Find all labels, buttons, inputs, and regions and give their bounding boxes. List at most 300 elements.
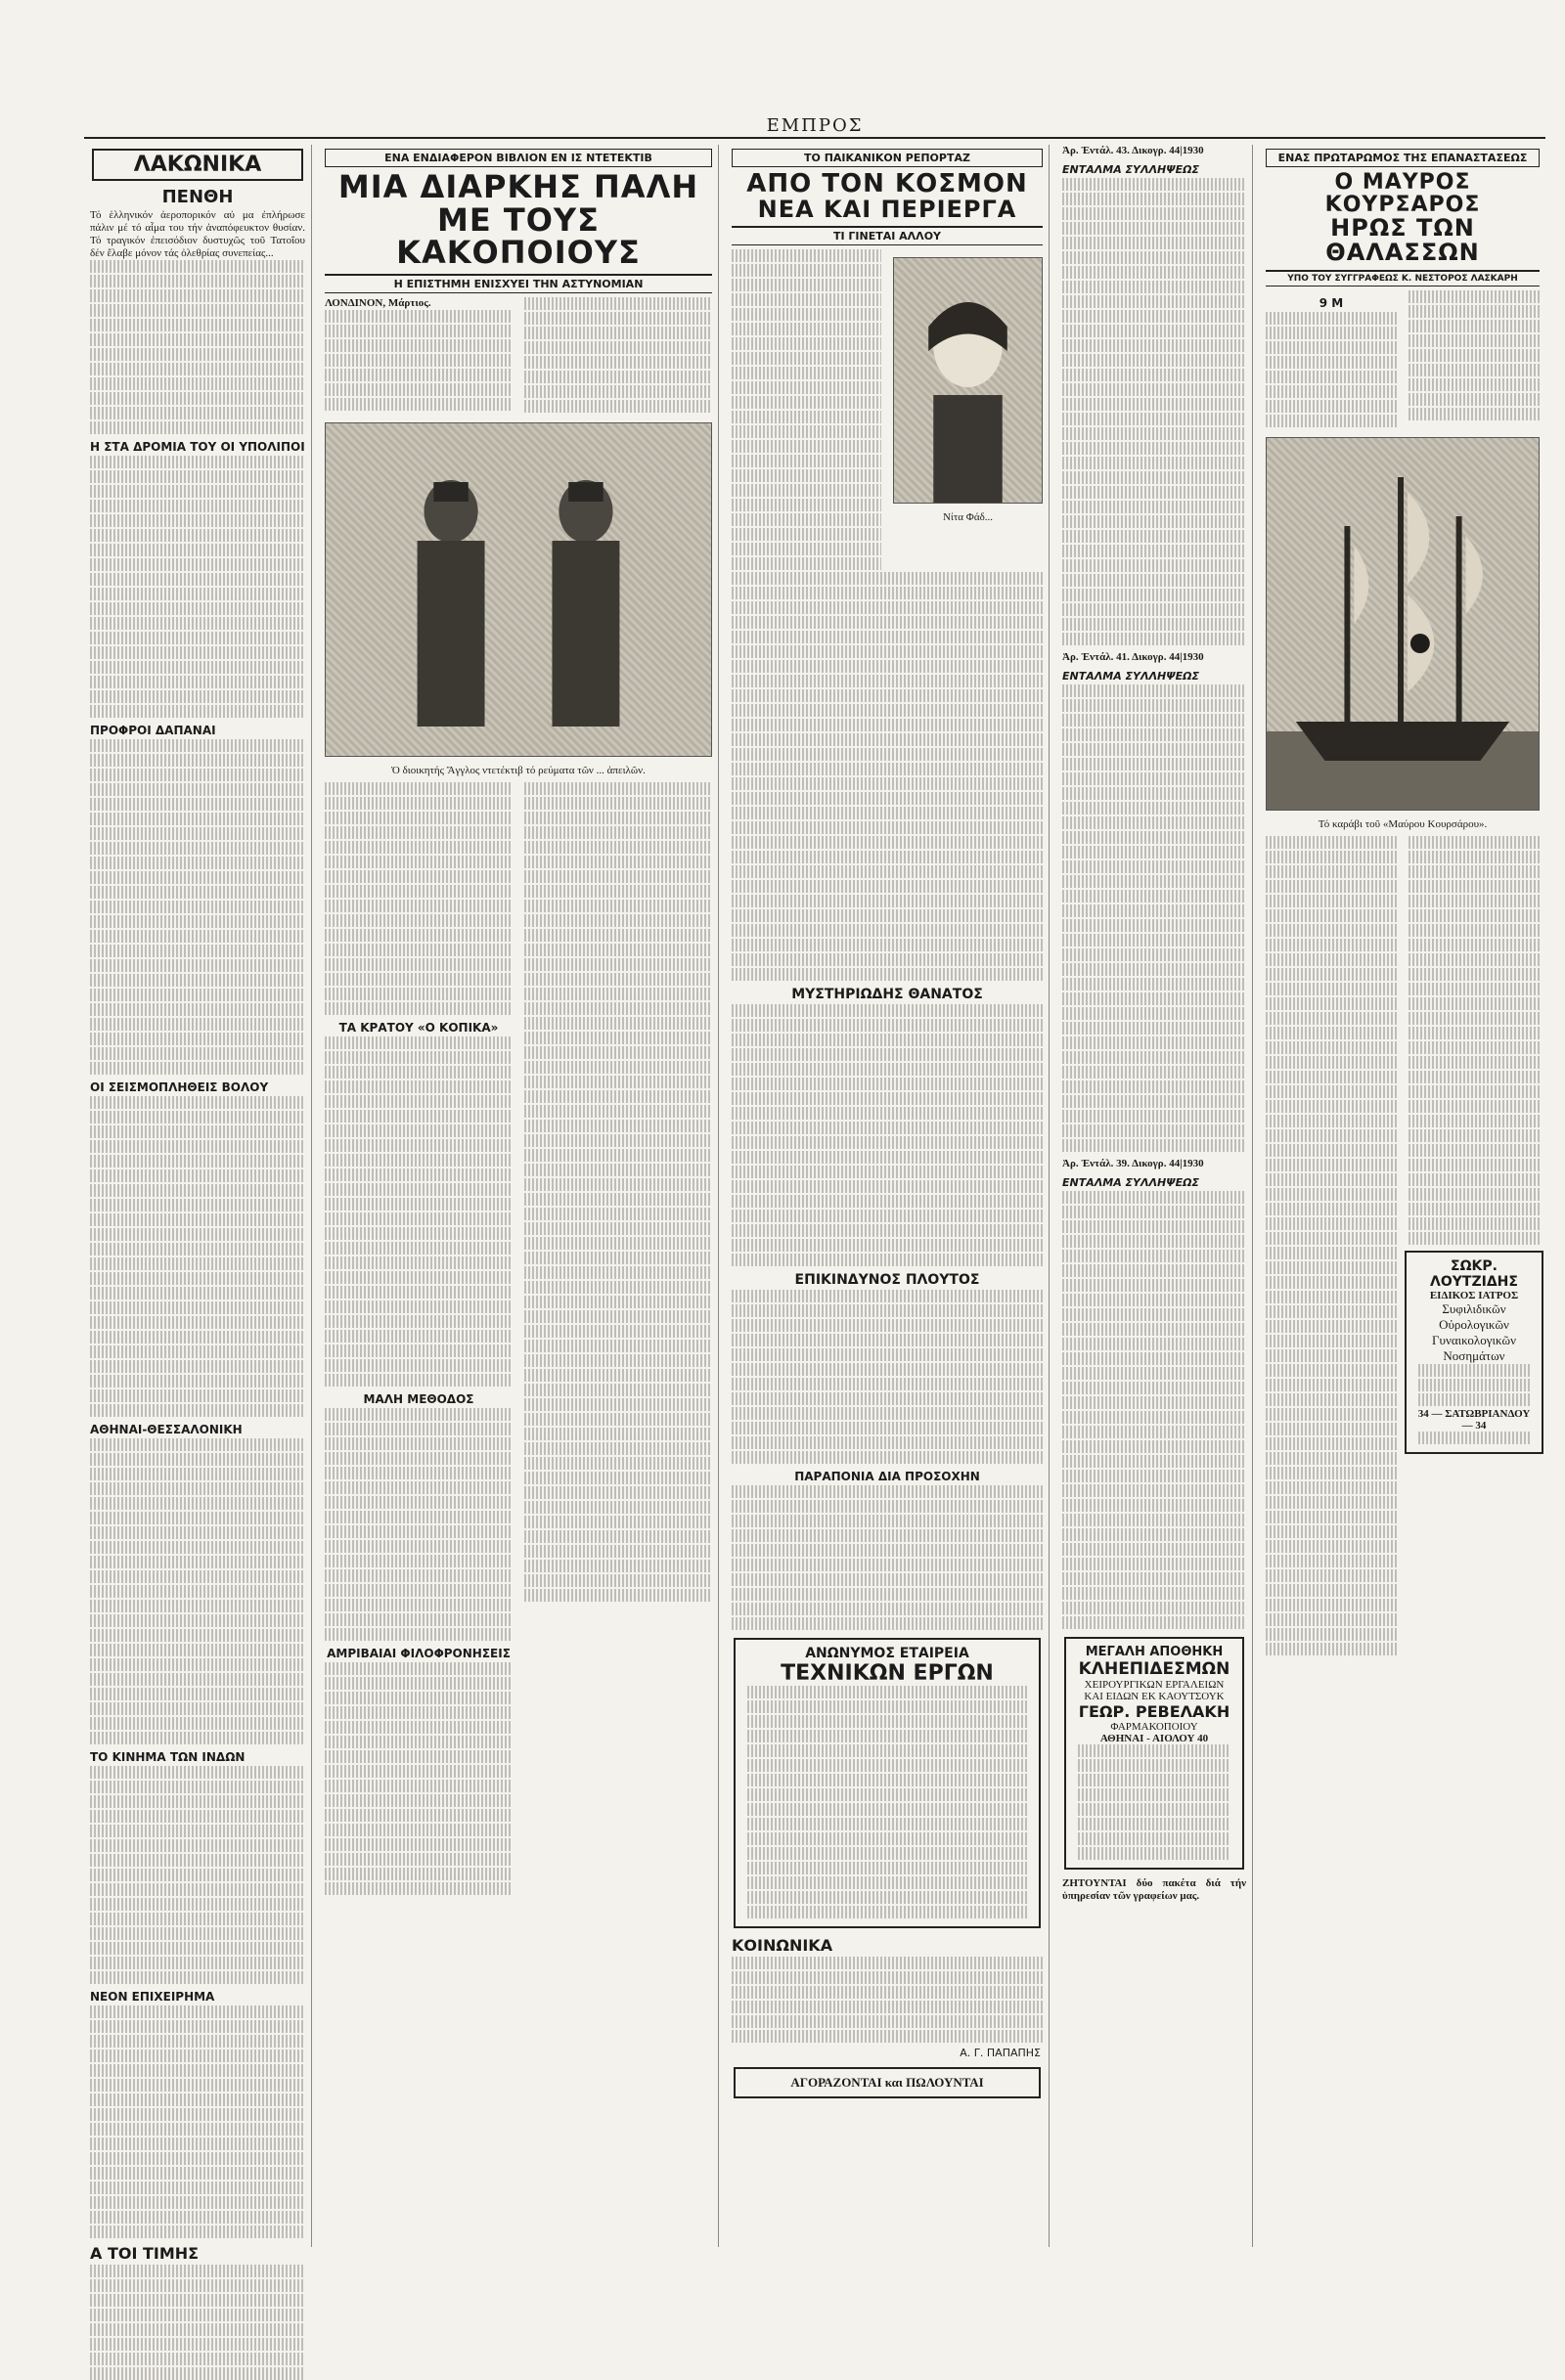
text-line (1062, 398, 1246, 411)
text-line (90, 421, 305, 434)
text-line (325, 1437, 513, 1450)
text-line (1062, 369, 1246, 381)
text-line (1266, 1203, 1397, 1215)
text-line (90, 1047, 305, 1060)
text-line (1062, 1470, 1246, 1482)
text-line (90, 1184, 305, 1197)
text-line (524, 1472, 712, 1484)
text-line (90, 2152, 305, 2165)
text-line (325, 1242, 513, 1255)
text-line (325, 841, 513, 854)
text-line (90, 2064, 305, 2077)
headline-8: Α ΤΟΙ ΤΙΜΗΣ (90, 2244, 200, 2263)
text-line (1078, 1803, 1230, 1816)
text-line (732, 1151, 1043, 1164)
text-line (90, 1781, 305, 1793)
text-line (732, 1378, 1043, 1390)
text-line (1062, 178, 1246, 191)
text-line (1408, 851, 1540, 863)
text-line (90, 1003, 305, 1016)
text-line (90, 1287, 305, 1300)
text-line (747, 1759, 1027, 1772)
text-line (90, 769, 305, 781)
text-line (1062, 207, 1246, 220)
dateline: ΛΟΝΔΙΝΟΝ, Μάρτιος. (325, 296, 431, 309)
text-line (747, 1744, 1027, 1757)
text-line (325, 1882, 513, 1895)
text-line (732, 455, 881, 467)
notice-2-title: ΕΝΤΑΛΜΑ ΣΥΛΛΗΨΕΩΣ (1062, 670, 1199, 683)
column-lakonika (84, 145, 312, 2263)
sub-3: ΑΜΡΙΒΑΙΑΙ ΦΙΛΟΦΡΟΝΗΣΕΙΣ (327, 1646, 511, 1660)
ad-line-6: ΦΑΡΜΑΚΟΠΟΙΟΥ (1110, 1721, 1198, 1733)
doctor-ad (1405, 1251, 1543, 1454)
text-line (1408, 1027, 1540, 1039)
text-line (1062, 816, 1246, 829)
text-line (90, 485, 305, 498)
text-line (90, 1957, 305, 1969)
text-line (524, 1398, 712, 1411)
text-line (90, 915, 305, 928)
headline-6: ΤΟ ΚΙΝΗΜΑ ΤΩΝ ΙΝΔΩΝ (90, 1750, 246, 1764)
text-line (732, 836, 1043, 849)
text-line (1266, 1071, 1397, 1083)
text-line (1062, 589, 1246, 601)
text-line (732, 1348, 1043, 1361)
text-line (524, 1164, 712, 1176)
text-line (90, 1199, 305, 1212)
text-line (325, 369, 513, 381)
text-line (90, 1213, 305, 1226)
text-line (524, 885, 712, 898)
text-line (732, 1515, 1043, 1527)
text-line (90, 1839, 305, 1852)
text-line (1408, 895, 1540, 907)
text-line (325, 914, 513, 927)
text-line (90, 1702, 305, 1715)
text-line (325, 988, 513, 1000)
text-line (524, 944, 712, 956)
text-line (524, 312, 712, 325)
text-line (1062, 1528, 1246, 1541)
text-line (1062, 457, 1246, 469)
text-line (732, 1957, 1043, 1969)
text-line (524, 356, 712, 369)
text-line (90, 1732, 305, 1744)
sub-1: ΜΥΣΤΗΡΙΩΔΗΣ ΘΑΝΑΤΟΣ (791, 987, 983, 1003)
text-line (1062, 1323, 1246, 1336)
text-line (732, 1363, 1043, 1376)
text-line (90, 2108, 305, 2121)
text-line (1062, 603, 1246, 616)
text-line (1266, 415, 1397, 427)
text-line (524, 1017, 712, 1030)
text-line (524, 1442, 712, 1455)
text-line (1062, 1220, 1246, 1233)
text-line (90, 602, 305, 615)
text-line (732, 484, 881, 497)
text-line (90, 2367, 305, 2380)
sub-2: ΜΑΛΗ ΜΕΘΟΔΟΣ (363, 1391, 474, 1406)
text-line (1408, 939, 1540, 951)
text-line (1062, 1080, 1246, 1093)
text-line (524, 1281, 712, 1294)
text-line (1266, 865, 1397, 878)
text-line (1062, 963, 1246, 976)
text-line (325, 782, 513, 795)
doctor-name: ΣΩΚΡ. ΛΟΥΤΖΙΔΗΣ (1430, 1257, 1518, 1290)
text-line (90, 1717, 305, 1730)
text-line (747, 1803, 1027, 1816)
text-line (90, 632, 305, 644)
text-line (524, 1002, 712, 1015)
text-line (1408, 334, 1540, 347)
text-line (1408, 953, 1540, 966)
text-line (1062, 574, 1246, 587)
text-line (325, 856, 513, 868)
text-line (1078, 1818, 1230, 1830)
text-line (1266, 1481, 1397, 1494)
text-line (90, 798, 305, 811)
text-line (732, 1078, 1043, 1090)
kicker: ΕΝΑ ΕΝΔΙΑΦΕΡΟΝ ΒΙΒΛΙΟΝ ΕΝ ΙΣ ΝΤΕΤΕΚΤΙΒ (325, 149, 712, 167)
text-line (1266, 1232, 1397, 1245)
text-line (1062, 545, 1246, 557)
text-line (1062, 1440, 1246, 1453)
text-line (90, 1570, 305, 1583)
pharmacy-ad (1064, 1637, 1244, 1870)
text-line (90, 377, 305, 390)
company-ad (734, 1638, 1041, 1928)
text-line (732, 528, 881, 541)
text-line (1266, 1115, 1397, 1127)
headline-corsair (1266, 149, 1540, 286)
text-line (90, 1927, 305, 1940)
text-line (325, 1315, 513, 1328)
ad-title-1: ΑΝΩΝΥΜΟΣ ΕΤΑΙΡΕΙΑ (805, 1646, 969, 1662)
text-line (325, 1525, 513, 1538)
text-line (1266, 1247, 1397, 1259)
text-line (732, 1304, 1043, 1317)
text-line (1062, 699, 1246, 712)
text-line (90, 705, 305, 718)
text-line (1062, 295, 1246, 308)
text-line (1062, 1235, 1246, 1248)
text-line (325, 1809, 513, 1822)
text-line (90, 2279, 305, 2292)
text-line (325, 1051, 513, 1064)
text-line (1266, 924, 1397, 937)
text-line (524, 327, 712, 339)
text-line (1062, 281, 1246, 293)
text-line (524, 341, 712, 354)
text-line (90, 470, 305, 483)
text-line (524, 1266, 712, 1279)
text-line (325, 1344, 513, 1357)
text-line (1062, 1250, 1246, 1262)
text-line (732, 1436, 1043, 1449)
text-line (325, 1212, 513, 1225)
text-line (732, 279, 881, 291)
text-line (524, 1530, 712, 1543)
text-line (732, 953, 1043, 966)
text-line (90, 456, 305, 468)
text-line (90, 348, 305, 361)
text-line (325, 1496, 513, 1509)
text-line (325, 398, 513, 411)
text-line (1266, 1012, 1397, 1025)
notice-1-title: ΕΝΤΑΛΜΑ ΣΥΛΛΗΨΕΩΣ (1062, 163, 1199, 176)
text-line (1062, 1352, 1246, 1365)
text-line (1266, 1335, 1397, 1347)
text-line (1266, 1085, 1397, 1098)
text-line (90, 1512, 305, 1524)
title-line-2: ΗΡΩΣ ΤΩΝ ΘΑΛΑΣΣΩΝ (1325, 214, 1480, 267)
text-line (1062, 266, 1246, 279)
text-line (90, 1541, 305, 1554)
text-line (524, 782, 712, 795)
text-line (1408, 1188, 1540, 1201)
text-line (90, 857, 305, 869)
text-line (90, 544, 305, 556)
text-line (732, 587, 1043, 599)
text-line (732, 1290, 1043, 1302)
text-line (1266, 1555, 1397, 1567)
text-line (325, 1110, 513, 1123)
text-line (732, 1166, 1043, 1178)
subtitle: ΤΙ ΓΙΝΕΤΑΙ ΑΛΛΟΥ (732, 226, 1043, 245)
text-line (90, 842, 305, 855)
text-line (1266, 997, 1397, 1010)
text-line (325, 973, 513, 986)
text-line (1418, 1364, 1530, 1377)
text-line (90, 1526, 305, 1539)
text-line (90, 754, 305, 767)
text-line (325, 1511, 513, 1523)
text-line (1062, 728, 1246, 741)
text-line (325, 1750, 513, 1763)
text-line (524, 988, 712, 1000)
text-line (524, 1237, 712, 1250)
text-line (90, 1600, 305, 1612)
text-line (325, 1227, 513, 1240)
text-line (1418, 1393, 1530, 1406)
text-line (524, 1354, 712, 1367)
ad-line-4: ΚΑΙ ΕΙΔΩΝ ΕΚ ΚΑΟΥΤΣΟΥΚ (1084, 1691, 1225, 1702)
text-line (1408, 305, 1540, 318)
text-line (325, 1300, 513, 1313)
text-line (732, 1210, 1043, 1222)
ad-line-1: ΜΕΓΑΛΗ ΑΠΟΘΗΚΗ (1085, 1645, 1224, 1659)
text-line (1062, 860, 1246, 873)
text-line (1266, 1584, 1397, 1597)
text-line (524, 1501, 712, 1514)
text-line (90, 304, 305, 317)
text-line (1062, 1602, 1246, 1614)
text-line (1062, 1022, 1246, 1035)
text-line (732, 851, 1043, 863)
text-line (325, 958, 513, 971)
text-line (1062, 1455, 1246, 1468)
text-line (732, 968, 1043, 981)
text-line (1062, 919, 1246, 932)
text-line (90, 392, 305, 405)
text-line (1266, 1320, 1397, 1333)
text-line (1062, 890, 1246, 903)
text-line (524, 1369, 712, 1382)
column-notices (1056, 145, 1253, 2247)
text-line (325, 1256, 513, 1269)
text-line (1266, 1496, 1397, 1509)
text-line (90, 1033, 305, 1045)
text-line (1408, 1173, 1540, 1186)
text-line (732, 719, 1043, 731)
text-line (1266, 1437, 1397, 1450)
text-line (90, 989, 305, 1001)
text-line (732, 425, 881, 438)
text-line (732, 2030, 1043, 2043)
sub-3: ΠΑΡΑΠΟΝΙΑ ΔΙΑ ΠΡΟΣΟΧΗΝ (794, 1470, 980, 1484)
text-line (732, 1224, 1043, 1237)
text-line (1408, 290, 1540, 303)
text-line (1078, 1847, 1230, 1860)
chapter-number: 9 Μ (1319, 295, 1344, 310)
text-line (90, 2049, 305, 2062)
text-line (1266, 1100, 1397, 1113)
text-line (90, 646, 305, 659)
text-line (1266, 1261, 1397, 1274)
text-line (732, 748, 1043, 761)
text-line (325, 1330, 513, 1343)
text-line (732, 1451, 1043, 1464)
text-line (524, 1090, 712, 1103)
text-line (1266, 1643, 1397, 1655)
ad-title-2: ΤΕΧΝΙΚΩΝ ΕΡΓΩΝ (781, 1661, 994, 1687)
text-line (732, 1603, 1043, 1615)
text-line (90, 871, 305, 884)
text-line (90, 2079, 305, 2092)
text-line (90, 1125, 305, 1138)
text-line (1266, 953, 1397, 966)
text-line (1266, 1291, 1397, 1303)
text-line (1062, 339, 1246, 352)
text-line (90, 514, 305, 527)
text-line (524, 826, 712, 839)
text-line (732, 293, 881, 306)
text-line (1062, 354, 1246, 367)
text-line (747, 1730, 1027, 1742)
text-line (732, 1544, 1043, 1557)
text-line (325, 1080, 513, 1093)
text-line (1408, 364, 1540, 376)
text-line (325, 1359, 513, 1372)
text-line (1062, 1095, 1246, 1108)
text-line (732, 821, 1043, 834)
text-line (1266, 851, 1397, 863)
text-line (732, 675, 1043, 687)
text-line (90, 2182, 305, 2194)
masthead: ΕΜΠΡΟΣ (84, 115, 1545, 139)
title-line-2: ΝΕΑ ΚΑΙ ΠΕΡΙΕΡΓΑ (757, 196, 1017, 224)
text-line (90, 2265, 305, 2277)
text-line (90, 1673, 305, 1686)
text-line (1062, 1007, 1246, 1020)
ship-icon (1267, 438, 1539, 810)
text-line (1408, 836, 1540, 849)
text-line (90, 1468, 305, 1480)
subtitle: ΥΠΟ ΤΟΥ ΣΥΓΓΡΑΦΕΩΣ Κ. ΝΕΣΤΟΡΟΣ ΛΑΣΚΑΡΗ (1266, 270, 1540, 286)
text-line (325, 1662, 513, 1675)
text-line (1078, 1759, 1230, 1772)
text-line (1408, 909, 1540, 922)
text-line (747, 1700, 1027, 1713)
text-line (1266, 356, 1397, 369)
text-line (1062, 559, 1246, 572)
text-line (732, 645, 1043, 658)
text-line (1062, 237, 1246, 249)
text-line (1266, 836, 1397, 849)
text-line (1062, 1124, 1246, 1137)
text-line (732, 807, 1043, 819)
text-line (732, 660, 1043, 673)
doctor-l5: 34 — ΣΑΤΩΒΡΙΑΝΔΟΥ — 34 (1417, 1407, 1531, 1432)
text-line (90, 1869, 305, 1881)
title-line-1: ΜΙΑ ΔΙΑΡΚΗΣ ΠΑΛΗ (337, 168, 699, 205)
text-line (325, 1374, 513, 1387)
text-line (1408, 1203, 1540, 1215)
text-line (1408, 1115, 1540, 1127)
text-line (325, 1183, 513, 1196)
text-line (524, 385, 712, 398)
text-line (1062, 530, 1246, 543)
text-line (524, 1340, 712, 1352)
text-line (524, 1105, 712, 1118)
text-line (524, 1076, 712, 1088)
text-line (325, 1139, 513, 1152)
text-line (732, 352, 881, 365)
text-line (524, 1120, 712, 1132)
text-line (1078, 1788, 1230, 1801)
text-line (90, 1331, 305, 1344)
text-line (732, 616, 1043, 629)
text-line (1062, 1367, 1246, 1380)
text-line (325, 383, 513, 396)
notice-2-ref: Ἀρ. Ἐντάλ. 41. Δικογρ. 44|1930 (1062, 651, 1204, 663)
text-line (90, 1942, 305, 1955)
text-line (325, 1794, 513, 1807)
column-world-news (726, 145, 1050, 2247)
text-line (1266, 1129, 1397, 1142)
text-line (1062, 714, 1246, 727)
text-line (90, 1825, 305, 1837)
text-line (732, 381, 881, 394)
text-line (1062, 831, 1246, 844)
text-line (90, 1272, 305, 1285)
text-line (1062, 904, 1246, 917)
text-line (90, 333, 305, 346)
text-line (1062, 875, 1246, 888)
title-line-1: ΑΠΟ ΤΟΝ ΚΟΣΜΟΝ (746, 169, 1028, 198)
text-line (325, 1036, 513, 1049)
text-line (90, 1482, 305, 1495)
text-line (1062, 501, 1246, 513)
text-line (1062, 684, 1246, 697)
text-line (90, 2138, 305, 2150)
text-line (1266, 341, 1397, 354)
text-line (1062, 442, 1246, 455)
text-line (1408, 1129, 1540, 1142)
text-line (90, 813, 305, 825)
